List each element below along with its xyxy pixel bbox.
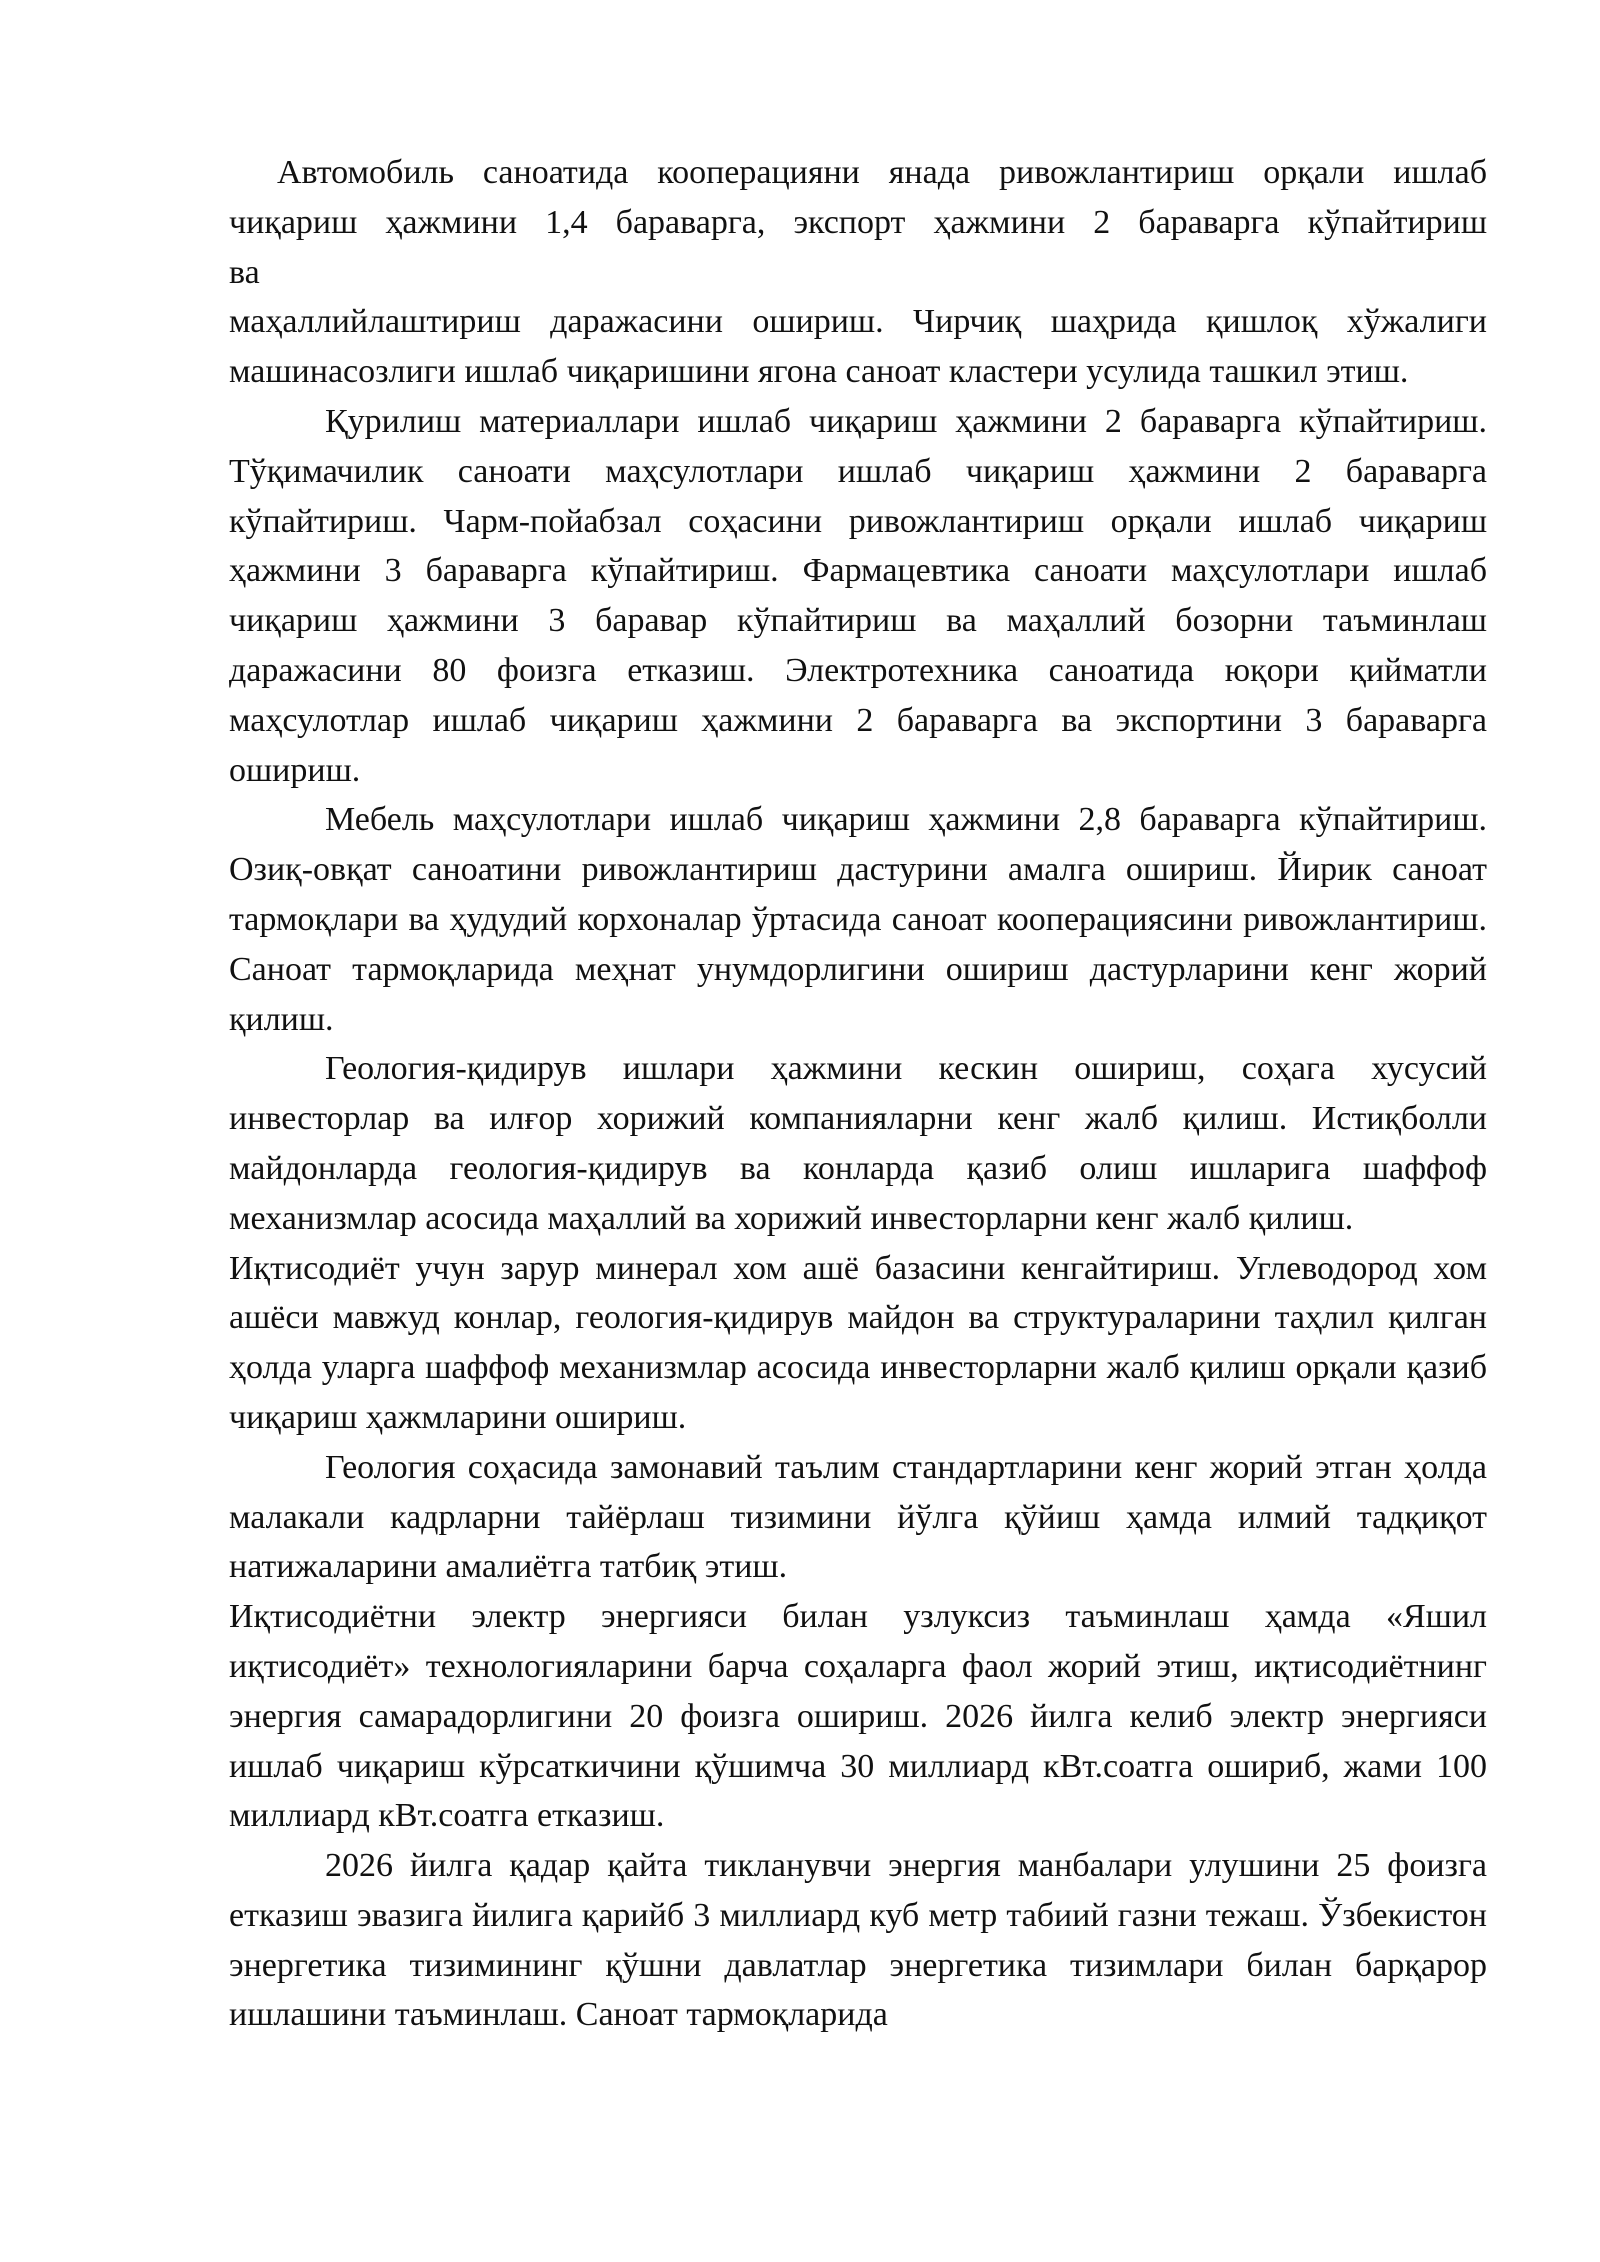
document-body	[229, 148, 1487, 2040]
paragraph-automotive	[229, 148, 1487, 297]
paragraph-construction-materials: Қурилиш материаллари ишлаб чиқариш ҳажмини 2 бараварга кўпайтириш. Тўқимачилик саноати маҳсулотлари ишлаб чиқариш ҳажмини 2 бараварга кўпайтириш. Чарм-пойабзал соҳасини ривожлантириш орқали ишлаб чиқариш ҳажмини 3 бараварга кўпайтириш. Фармацевтика саноати маҳсулотлари ишлаб чиқариш ҳажмини 3 баравар кўпайтириш ва маҳаллий бозорни таъминлаш даражасини 80 фоизга етказиш. Электротехника саноатида юқори қийматли маҳсулотлар ишлаб чиқариш ҳажмини 2 бараварга ва экспортини 3 бараварга ошириш.	[229, 402, 1487, 789]
paragraph-geology-exploration: Геология-қидирув ишлари ҳажмини кескин ошириш, соҳага хусусий инвесторлар ва илғор хорижий компанияларни кенг жалб қилиш. Истиқболли майдонларда геология-қидирув ва конларда қазиб олиш ишларига шаффоф механизмлар асосида маҳаллий ва хорижий инвесторларни кенг жалб қилиш.	[229, 1050, 1487, 1237]
paragraph-geology-education: Геология соҳасида замонавий таълим стандартларини кенг жорий этган ҳолда малакали кадрларни тайёрлаш тизимини йўлга қўйиш ҳамда илмий тадқиқот натижаларини амалиётга татбиқ этиш.	[229, 1448, 1487, 1586]
paragraph-electric-energy: Иқтисодиётни электр энергияси билан узлуксиз таъминлаш ҳамда «Яшил иқтисодиёт» технологияларини барча соҳаларга фаол жорий этиш, иқтисодиётнинг энергия самарадорлигини 20 фоизга ошириш. 2026 йилга келиб электр энергияси ишлаб чиқариш кўрсаткичини қўшимча 30 миллиард кВт.соатга ошириб, жами 100 миллиард кВт.соатга етказиш.	[229, 1598, 1487, 1835]
paragraph-line: ва	[229, 253, 260, 291]
paragraph-line: чиқариш ҳажмини 1,4 бараварга, экспорт ҳажмини 2 бараварга кўпайтириш	[229, 203, 1487, 241]
paragraph-renewable-energy: 2026 йилга қадар қайта тикланувчи энергия манбалари улушини 25 фоизга етказиш эвазига йилига қарийб 3 миллиард куб метр табиий газни тежаш. Ўзбекистон энергетика тизимининг қўшни давлатлар энергетика тизимлари билан барқарор ишлашини таъминлаш. Саноат тармоқларида	[229, 1847, 1487, 2034]
paragraph-mineral-base: Иқтисодиёт учун зарур минерал хом ашё базасини кенгайтириш. Углеводород хом ашёси мавжуд конлар, геология-қидирув майдон ва структураларини таҳлил қилган ҳолда уларга шаффоф механизмлар асосида инвесторларни жалб қилиш орқали қазиб чиқариш ҳажмларини ошириш.	[229, 1249, 1487, 1436]
paragraph-localization: маҳаллийлаштириш даражасини ошириш. Чирчиқ шаҳрида қишлоқ хўжалиги машинасозлиги ишлаб чиқаришини ягона саноат кластери усулида ташкил этиш.	[229, 303, 1487, 391]
paragraph-furniture: Мебель маҳсулотлари ишлаб чиқариш ҳажмини 2,8 бараварга кўпайтириш. Озиқ-овқат саноатини ривожлантириш дастурини амалга ошириш. Йирик саноат тармоқлари ва ҳудудий корхоналар ўртасида саноат кооперациясини ривожлантириш. Саноат тармоқларида меҳнат унумдорлигини ошириш дастурларини кенг жорий қилиш.	[229, 801, 1487, 1038]
paragraph-line: Автомобиль саноатида кооперацияни янада ривожлантириш орқали ишлаб	[277, 154, 1487, 191]
